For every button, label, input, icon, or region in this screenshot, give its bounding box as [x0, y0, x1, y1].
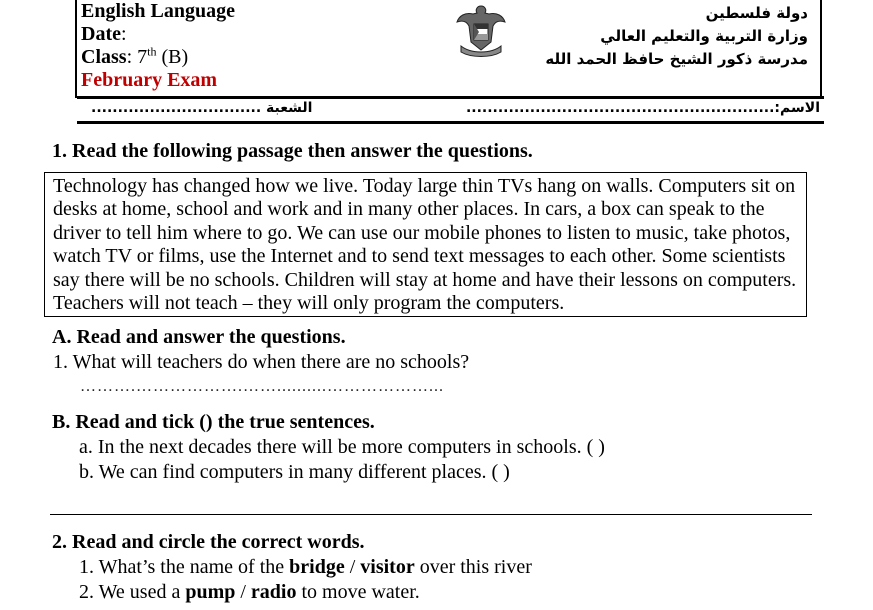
- class-grade: 7: [137, 46, 148, 68]
- arabic-ministry: وزارة التربية والتعليم العالي: [600, 27, 808, 45]
- class-section: (B): [161, 46, 189, 68]
- class-section-field[interactable]: الشعبة ................................: [91, 100, 313, 116]
- exam-title: February Exam: [81, 69, 218, 91]
- date-colon: :: [120, 23, 127, 45]
- circle-item-1: [79, 556, 532, 579]
- header-left-info: [81, 0, 235, 92]
- option-radio[interactable]: radio: [250, 581, 297, 603]
- arabic-school: مدرسة ذكور الشيخ حافظ الحمد الله: [545, 50, 808, 68]
- item-1-sep: /: [344, 556, 361, 578]
- tick-sentence-a[interactable]: a. In the next decades there will be more computers in schools. ( ): [79, 436, 605, 458]
- circle-item-2: [79, 581, 420, 604]
- question-2-title: 2. Read and circle the correct words.: [52, 531, 365, 553]
- name-section-row: [77, 96, 824, 124]
- exam-header: [75, 0, 822, 116]
- class-label: Class: [81, 46, 127, 68]
- section-divider: [50, 514, 812, 515]
- part-a-title: A. Read and answer the questions.: [52, 326, 346, 348]
- item-1-prefix: 1. What’s the name of the: [79, 556, 290, 578]
- tick-sentence-b[interactable]: b. We can find computers in many different places. ( ): [79, 461, 510, 483]
- question-1-title: 1. Read the following passage then answer the questions.: [52, 140, 533, 162]
- reading-passage: Technology has changed how we live. Today large thin TVs hang on walls. Computers sit on desks at home, school and work and in many other places. In cars, a box can speak to the driver to tell him where to go. We can use our mobile phones to listen to music, take photos, watch TV or films, use the Internet and to send text messages to each other. Some scientists say there will be no schools. Children will stay at home and have their lessons on computers. Teachers will not teach – they will only program the computers.: [44, 172, 807, 317]
- date-label: Date: [81, 23, 121, 45]
- part-b-title: B. Read and tick () the true sentences.: [52, 411, 375, 433]
- option-bridge[interactable]: bridge: [289, 556, 345, 578]
- class-sup: th: [147, 44, 157, 59]
- arabic-state: دولة فلسطين: [705, 4, 808, 22]
- option-visitor[interactable]: visitor: [360, 556, 415, 578]
- class-line: Class: 7th (B): [81, 44, 189, 68]
- answer-line[interactable]: ……….……………….……..........………………...: [80, 378, 444, 395]
- item-2-suffix: to move water.: [296, 581, 420, 603]
- subject: English Language: [81, 0, 235, 22]
- item-2-prefix: 2. We used a: [79, 581, 186, 603]
- header-right-arabic: [508, 2, 808, 71]
- option-pump[interactable]: pump: [185, 581, 236, 603]
- date-line: [81, 23, 235, 46]
- item-2-sep: /: [235, 581, 251, 603]
- student-name-field[interactable]: الاسم:..........................................................: [465, 100, 820, 116]
- part-a-question-1: 1. What will teachers do when there are no schools?: [53, 351, 470, 373]
- item-1-suffix: over this river: [414, 556, 532, 578]
- palestine-eagle-emblem-icon: [455, 2, 507, 58]
